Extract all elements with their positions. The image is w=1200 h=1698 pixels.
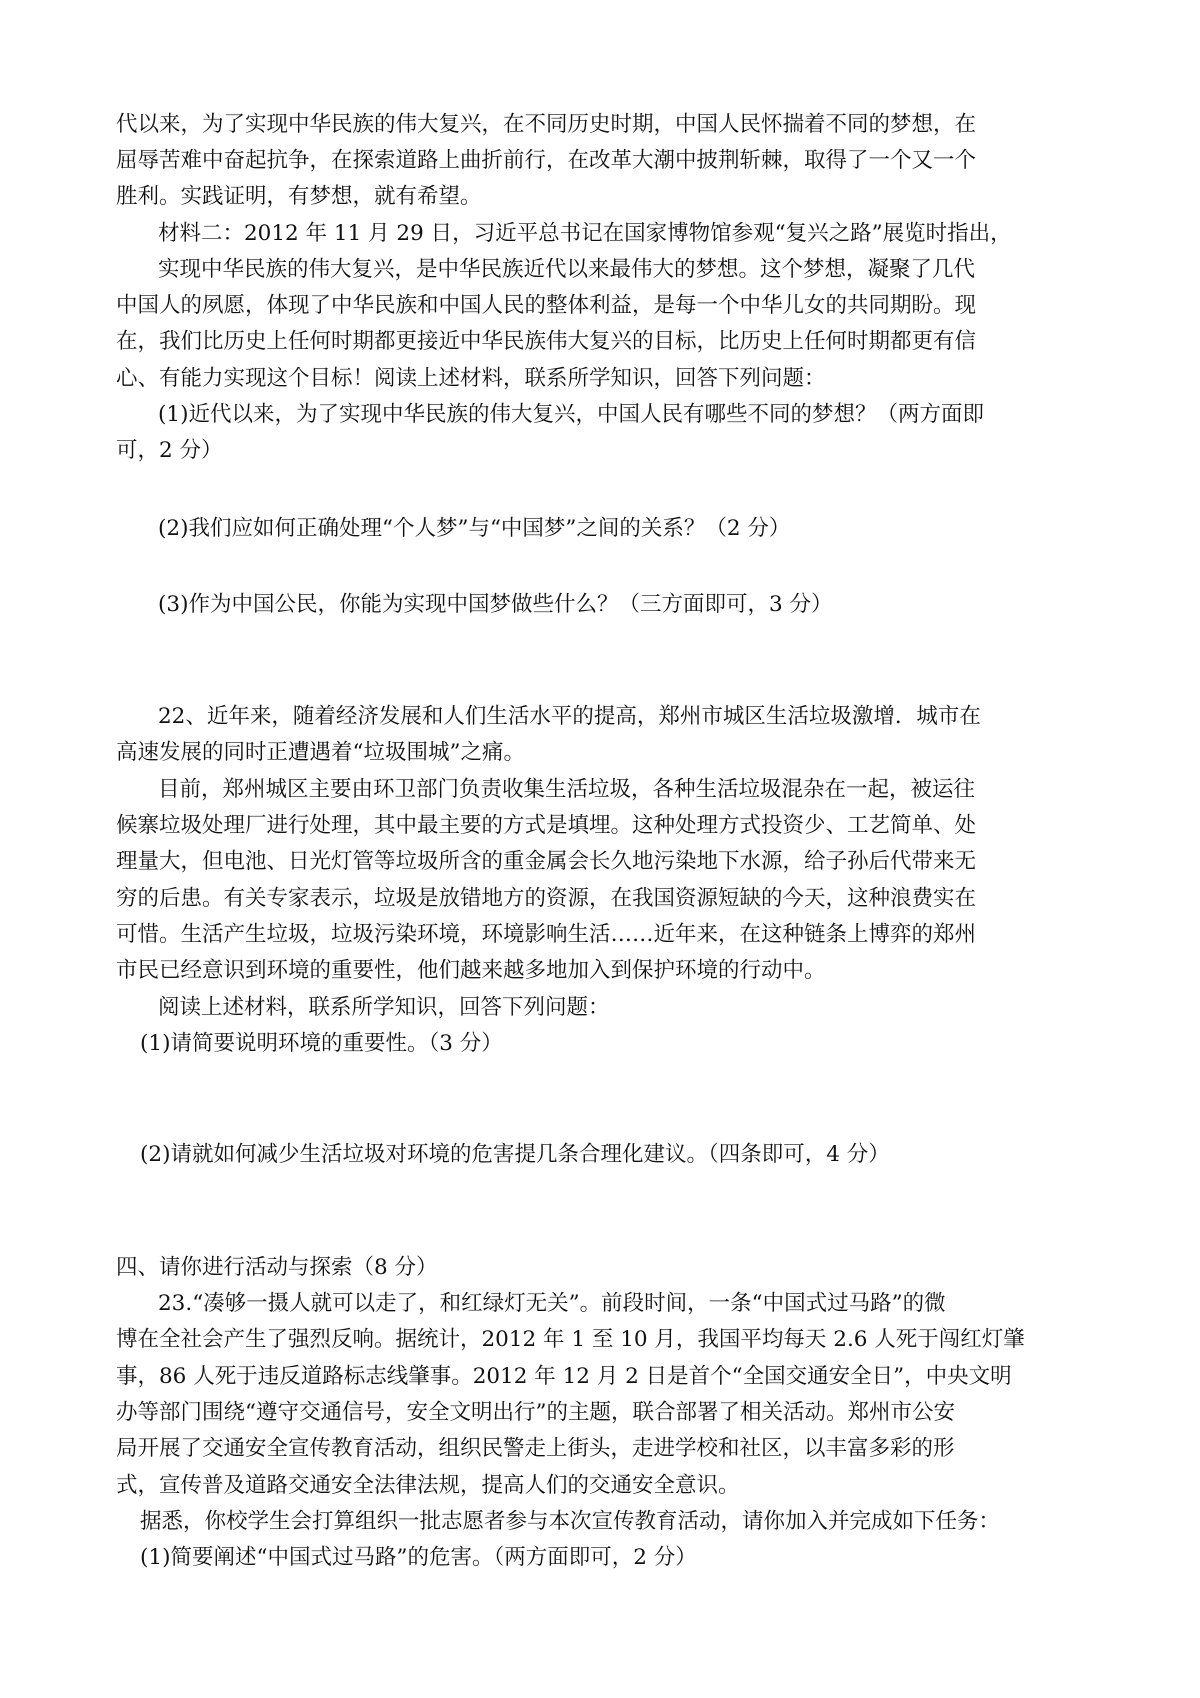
- question-21-1: (1)近代以来，为了实现中华民族的伟大复兴，中国人民有哪些不同的梦想？（两方面即: [158, 402, 984, 427]
- text-line: 事，86 人死于违反道路标志线肇事。2012 年 12 月 2 日是首个“全国交通安全日”，中央文明: [116, 1364, 1012, 1389]
- section-four-heading: 四、请你进行活动与探索（8 分）: [116, 1255, 438, 1280]
- text-line: 代以来，为了实现中华民族的伟大复兴，在不同历史时期，中国人民怀揣着不同的梦想，在: [116, 112, 977, 137]
- text-line: 候寨垃圾处理厂进行处理，其中最主要的方式是填埋。这种处理方式投资少、工艺简单、处: [116, 813, 977, 838]
- question-22-1: (1)请简要说明环境的重要性。（3 分）: [140, 1031, 503, 1056]
- question-21-2: (2)我们应如何正确处理“个人梦”与“中国梦”之间的关系？（2 分）: [158, 516, 791, 541]
- text-line: 办等部门围绕“遵守交通信号，安全文明出行”的主题，联合部署了相关活动。郑州市公安: [116, 1400, 955, 1425]
- text-line: 可惜。生活产生垃圾，垃圾污染环境，环境影响生活……近年来，在这种链条上博弈的郑州: [116, 922, 977, 947]
- text-line: 阅读上述材料，联系所学知识，回答下列问题：: [158, 995, 610, 1020]
- text-line: 目前，郑州城区主要由环卫部门负责收集生活垃圾，各种生活垃圾混杂在一起，被运往: [158, 777, 976, 802]
- text-line: 穷的后患。有关专家表示，垃圾是放错地方的资源，在我国资源短缺的今天，这种浪费实在: [116, 886, 977, 911]
- question-23-1: (1)简要阐述“中国式过马路”的危害。（两方面即可，2 分）: [140, 1545, 697, 1570]
- question-21-1-cont: 可，2 分）: [116, 438, 223, 463]
- text-line: 高速发展的同时正遭遇着“垃圾围城”之痛。: [116, 740, 525, 765]
- text-line: 在，我们比历史上任何时期都更接近中华民族伟大复兴的目标，比历史上任何时期都更有信: [116, 329, 977, 354]
- question-21-3: (3)作为中国公民，你能为实现中国梦做些什么？（三方面即可，3 分）: [158, 592, 833, 617]
- text-line: 屈辱苦难中奋起抗争，在探索道路上曲折前行，在改革大潮中披荆斩棘，取得了一个又一个: [116, 148, 977, 173]
- text-line: 博在全社会产生了强烈反响。据统计，2012 年 1 至 10 月，我国平均每天 2.6 人死于闯红灯肇: [116, 1327, 1025, 1352]
- text-line: 局开展了交通安全宣传教育活动，组织民警走上街头，走进学校和社区，以丰富多彩的形: [116, 1436, 955, 1461]
- text-line: 中国人的夙愿，体现了中华民族和中国人民的整体利益，是每一个中华儿女的共同期盼。现: [116, 293, 977, 318]
- question-23-intro: 23.“凑够一摄人就可以走了，和红绿灯无关”。前段时间，一条“中国式过马路”的微: [158, 1291, 946, 1316]
- text-line: 式，宣传普及道路交通安全法律法规，提高人们的交通安全意识。: [116, 1473, 740, 1498]
- text-line: 实现中华民族的伟大复兴，是中华民族近代以来最伟大的梦想。这个梦想，凝聚了几代: [158, 257, 976, 282]
- question-22-intro: 22、近年来，随着经济发展和人们生活水平的提高，郑州市城区生活垃圾激增．城市在: [158, 704, 981, 729]
- text-line: 理量大，但电池、日光灯管等垃圾所含的重金属会长久地污染地下水源，给子孙后代带来无: [116, 849, 977, 874]
- question-22-2: (2)请就如何减少生活垃圾对环境的危害提几条合理化建议。（四条即可，4 分）: [140, 1142, 890, 1167]
- material-two-line: 材料二：2012 年 11 月 29 日，习近平总书记在国家博物馆参观“复兴之路”展览时指出，: [158, 221, 1012, 246]
- text-line: 胜利。实践证明，有梦想，就有希望。: [116, 184, 482, 209]
- text-line: 心、有能力实现这个目标！阅读上述材料，联系所学知识，回答下列问题：: [116, 366, 826, 391]
- task-intro: 据悉，你校学生会打算组织一批志愿者参与本次宣传教育活动，请你加入并完成如下任务：: [140, 1509, 1001, 1534]
- text-line: 市民已经意识到环境的重要性，他们越来越多地加入到保护环境的行动中。: [116, 958, 826, 983]
